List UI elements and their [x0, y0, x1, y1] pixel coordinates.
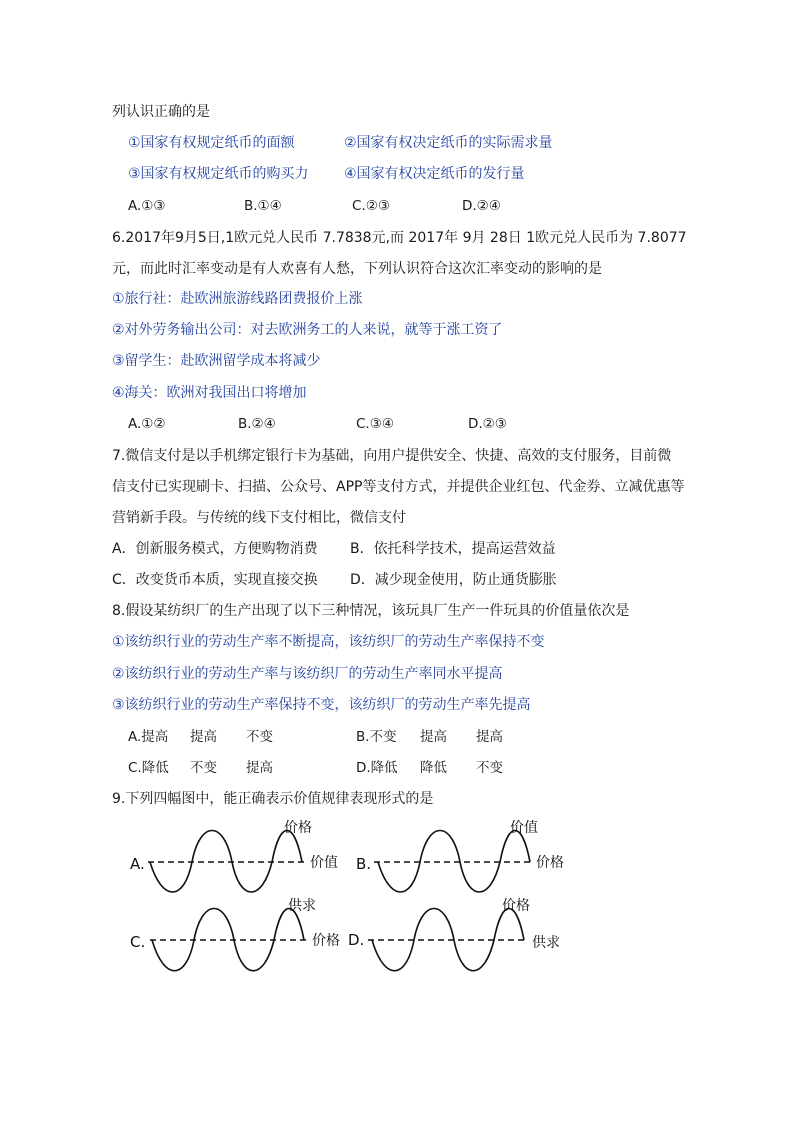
q8-option-b-3: 提高	[476, 729, 503, 745]
q9-figure-c	[126, 893, 356, 989]
q9-figure-b-letter: B.	[356, 855, 372, 873]
q9-figure-a-wave-label: 价格	[284, 820, 312, 836]
q6-option-a: A.①②	[128, 416, 166, 432]
q5-item-2: ②国家有权决定纸币的实际需求量	[344, 135, 553, 151]
q6-item-3: ③留学生：赴欧洲留学成本将减少	[112, 353, 321, 369]
q9-figure-d	[346, 893, 576, 989]
q5-option-c: C.②③	[352, 198, 390, 214]
q9-figure-a-letter: A.	[130, 855, 145, 873]
q5-option-d: D.②④	[462, 198, 501, 214]
q8-option-a-1: A.提高	[128, 729, 169, 745]
q8-option-c-1: C.降低	[128, 760, 169, 776]
q6-option-c: C.③④	[356, 416, 394, 432]
q8-option-d-3: 不变	[476, 760, 503, 776]
q6-item-1: ①旅行社：赴欧洲旅游线路团费报价上涨	[112, 291, 363, 307]
q8-stem: 8.假设某纺织厂的生产出现了以下三种情况，该玩具厂生产一件玩具的价值量依次是	[112, 603, 630, 619]
q9-figure-d-wave-label: 价格	[502, 898, 530, 914]
q7-stem-line-3: 营销新手段。与传统的线下支付相比，微信支付	[112, 510, 406, 526]
q8-option-a-2: 提高	[190, 729, 217, 745]
q6-option-b: B.②④	[238, 416, 276, 432]
q6-option-d: D.②③	[468, 416, 507, 432]
q5-item-3: ③国家有权规定纸币的购买力	[128, 166, 309, 182]
q8-option-b-1: B.不变	[356, 729, 397, 745]
q8-item-1: ①该纺织行业的劳动生产率不断提高，该纺织厂的劳动生产率保持不变	[112, 634, 545, 650]
q9-figure-d-axis-label: 供求	[532, 935, 560, 951]
q7-stem-line-1: 7.微信支付是以手机绑定银行卡为基础，向用户提供安全、快捷、高效的支付服务，目前微	[112, 448, 672, 464]
q9-figure-b-wave-label: 价值	[510, 820, 538, 836]
q9-figure-c-wave-label: 供求	[288, 898, 316, 914]
q9-stem: 9.下列四幅图中，能正确表示价值规律表现形式的是	[112, 791, 434, 807]
q9-figure-a-wave-curve	[150, 831, 302, 893]
q7-option-b: B．依托科学技术，提高运营效益	[350, 541, 556, 557]
q8-option-b-2: 提高	[420, 729, 447, 745]
q9-figure-b-axis-label: 价格	[536, 855, 564, 871]
q8-item-2: ②该纺织行业的劳动生产率与该纺织厂的劳动生产率同水平提高	[112, 666, 503, 682]
q9-figure-b-wave-curve	[378, 831, 530, 893]
q8-option-d-2: 降低	[420, 760, 447, 776]
q8-option-c-2: 不变	[190, 760, 217, 776]
q9-figure-c-letter: C.	[130, 933, 146, 951]
q8-item-3: ③该纺织行业的劳动生产率保持不变，该纺织厂的劳动生产率先提高	[112, 697, 531, 713]
q8-option-d-1: D.降低	[356, 760, 398, 776]
q5-option-b: B.①④	[244, 198, 282, 214]
q7-stem-line-2: 信支付已实现刷卡、扫描、公众号、APP等支付方式，并提供企业红包、代金券、立减优惠等	[112, 479, 685, 495]
q9-figure-a-axis-label: 价值	[310, 855, 338, 871]
q5-option-a: A.①③	[128, 198, 166, 214]
q8-option-a-3: 不变	[246, 729, 273, 745]
q6-stem-line-2: 元，而此时汇率变动是有人欢喜有人愁，下列认识符合这次汇率变动的影响的是	[112, 261, 602, 277]
q6-stem-line-1: 6.2017年9月5日,1欧元兑人民币 7.7838元,而 2017年 9月 28日 1欧元兑人民币为 7.8077	[112, 230, 687, 246]
q6-item-4: ④海关：欧洲对我国出口将增加	[112, 385, 307, 401]
q7-option-d: D．减少现金使用，防止通货膨胀	[350, 572, 557, 588]
q8-option-c-3: 提高	[246, 760, 273, 776]
q5-item-4: ④国家有权决定纸币的发行量	[344, 166, 525, 182]
q6-item-2: ②对外劳务输出公司：对去欧洲务工的人来说，就等于涨工资了	[112, 322, 503, 338]
q5-item-1: ①国家有权规定纸币的面额	[128, 135, 295, 151]
q5-stem-tail: 列认识正确的是	[112, 104, 210, 120]
q9-figure-c-axis-label: 价格	[312, 933, 340, 949]
q7-option-a: A．创新服务模式，方便购物消费	[112, 541, 318, 557]
q7-option-c: C．改变货币本质，实现直接交换	[112, 572, 318, 588]
q9-figure-d-letter: D.	[348, 931, 365, 949]
